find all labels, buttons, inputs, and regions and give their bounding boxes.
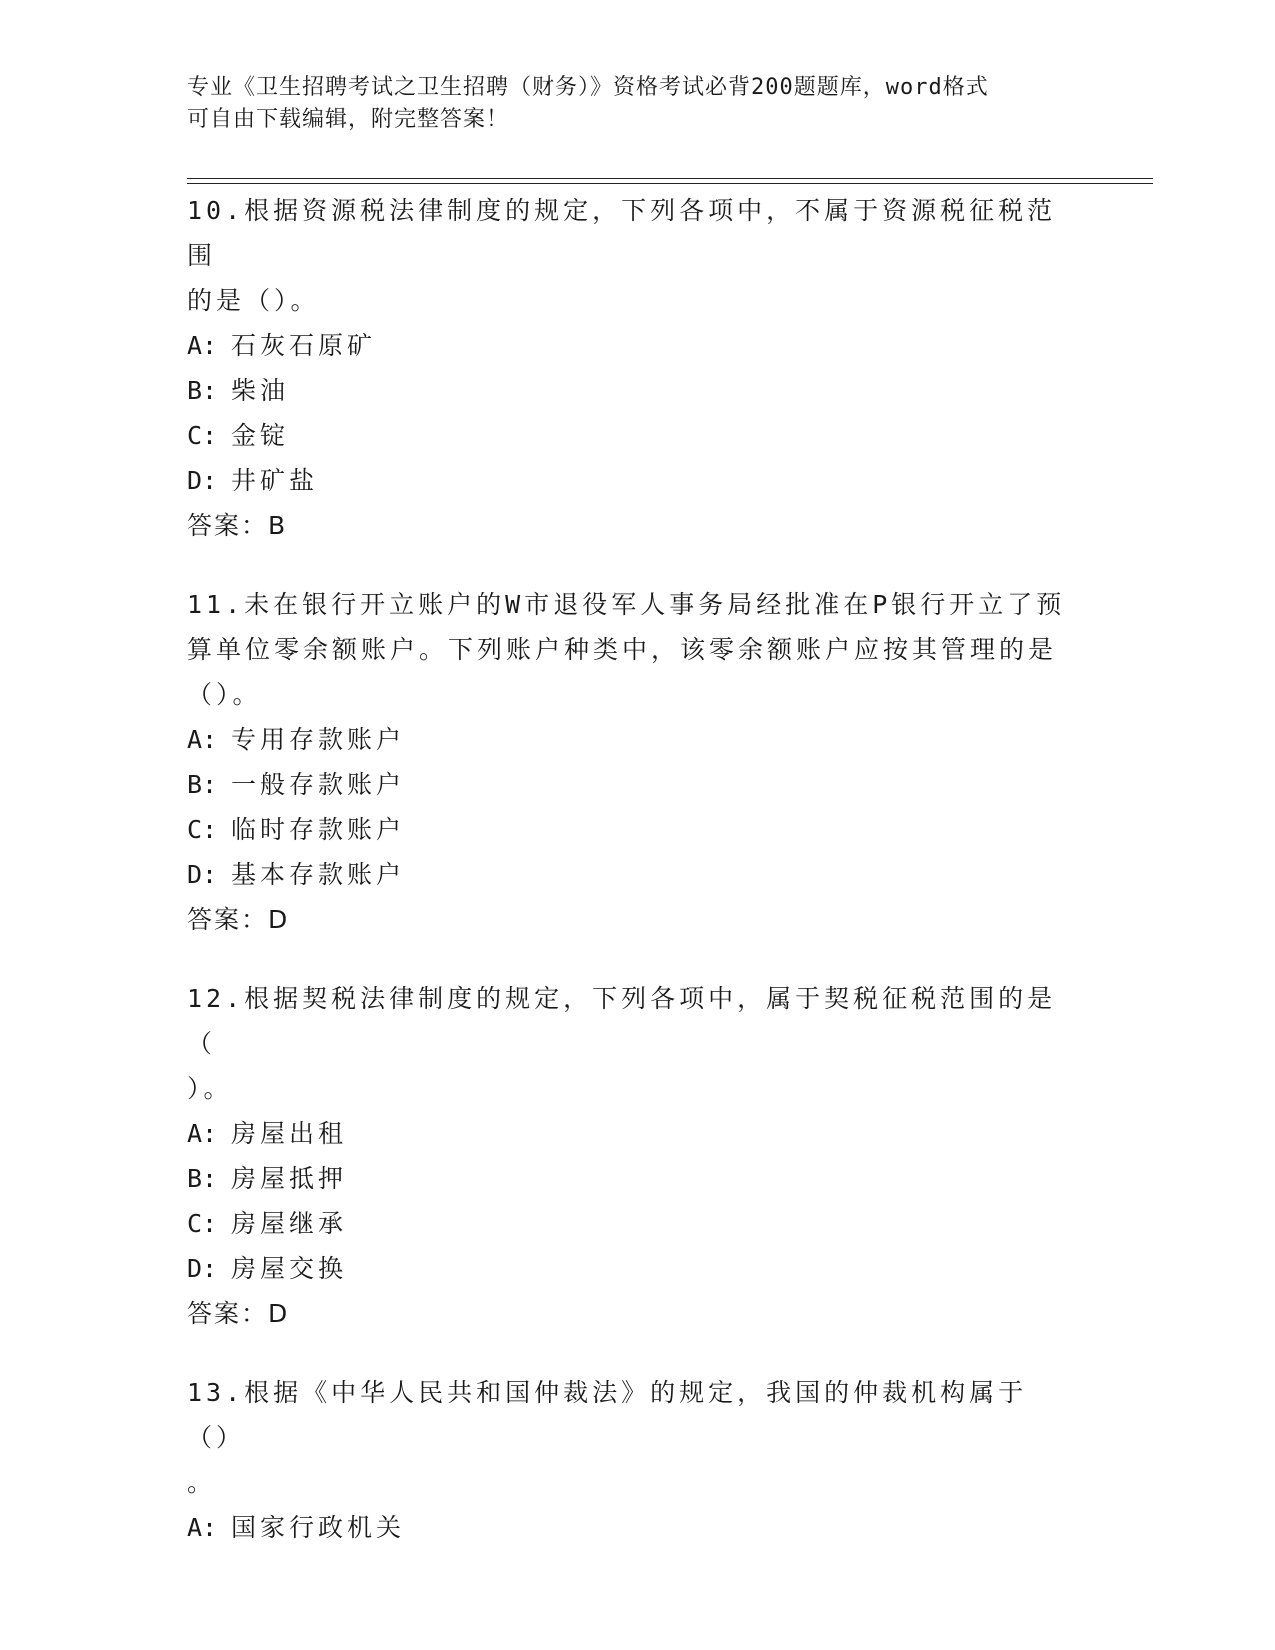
header-line-1: 专业《卫生招聘考试之卫生招聘（财务）》资格考试必背200题题库，word格式 xyxy=(187,75,989,100)
option-c xyxy=(187,807,1067,852)
question-stem-line: （）。 xyxy=(187,680,262,709)
question-10 xyxy=(187,188,1067,548)
option-b xyxy=(187,762,1067,807)
question-stem-line: 11.未在银行开立账户的W市退役军人事务局经批准在P银行开立了预 xyxy=(187,590,1066,619)
option-key: B: xyxy=(187,1164,218,1193)
header-divider-bottom xyxy=(187,183,1153,184)
option-key: A: xyxy=(187,331,218,360)
option-text: 房屋抵押 xyxy=(231,1164,348,1193)
option-text: 房屋继承 xyxy=(231,1209,348,1238)
option-text: 房屋出租 xyxy=(231,1119,348,1148)
question-stem-line: 算单位零余额账户。下列账户种类中，该零余额账户应按其管理的是 xyxy=(187,635,1058,664)
option-text: 柴油 xyxy=(231,376,290,405)
option-text: 房屋交换 xyxy=(231,1254,348,1283)
option-key: A: xyxy=(187,1119,218,1148)
option-key: A: xyxy=(187,725,218,754)
option-d xyxy=(187,852,1067,897)
question-stem-line: 10.根据资源税法律制度的规定，下列各项中，不属于资源税征税范围 xyxy=(187,196,1057,270)
option-text: 专用存款账户 xyxy=(231,725,406,754)
option-text: 国家行政机关 xyxy=(231,1513,406,1542)
answer-line: 答案：D xyxy=(187,1299,290,1328)
option-text: 石灰石原矿 xyxy=(231,331,377,360)
question-stem-line: ）。 xyxy=(187,1074,233,1103)
option-key: D: xyxy=(187,860,218,889)
option-b xyxy=(187,368,1067,413)
question-stem-line: 的是（）。 xyxy=(187,286,320,315)
option-text: 金锭 xyxy=(231,421,290,450)
option-key: B: xyxy=(187,376,218,405)
option-text: 基本存款账户 xyxy=(231,860,406,889)
option-key: C: xyxy=(187,421,218,450)
option-a xyxy=(187,717,1067,762)
option-c xyxy=(187,413,1067,458)
option-c xyxy=(187,1201,1067,1246)
option-d xyxy=(187,458,1067,503)
answer-line: 答案：B xyxy=(187,511,288,540)
option-text: 一般存款账户 xyxy=(231,770,406,799)
option-key: C: xyxy=(187,815,218,844)
option-text: 临时存款账户 xyxy=(231,815,406,844)
option-b xyxy=(187,1156,1067,1201)
option-a xyxy=(187,1111,1067,1156)
question-list xyxy=(187,188,1067,1584)
option-a xyxy=(187,1505,1067,1550)
question-11 xyxy=(187,582,1067,942)
header-line-2: 可自由下载编辑，附完整答案！ xyxy=(187,107,510,132)
option-d xyxy=(187,1246,1067,1291)
question-stem-line: 12.根据契税法律制度的规定，下列各项中，属于契税征税范围的是（ xyxy=(187,984,1057,1058)
header-divider-top xyxy=(187,178,1153,179)
option-text: 井矿盐 xyxy=(231,466,319,495)
option-key: C: xyxy=(187,1209,218,1238)
question-stem-line: 。 xyxy=(187,1468,217,1497)
answer-line: 答案：D xyxy=(187,905,290,934)
option-key: D: xyxy=(187,1254,218,1283)
option-key: A: xyxy=(187,1513,218,1542)
option-key: B: xyxy=(187,770,218,799)
document-header xyxy=(187,72,1067,136)
question-12 xyxy=(187,976,1067,1336)
option-key: D: xyxy=(187,466,218,495)
question-stem-line: 13.根据《中华人民共和国仲裁法》的规定，我国的仲裁机构属于（） xyxy=(187,1378,1028,1452)
option-a xyxy=(187,323,1067,368)
question-13 xyxy=(187,1370,1067,1550)
